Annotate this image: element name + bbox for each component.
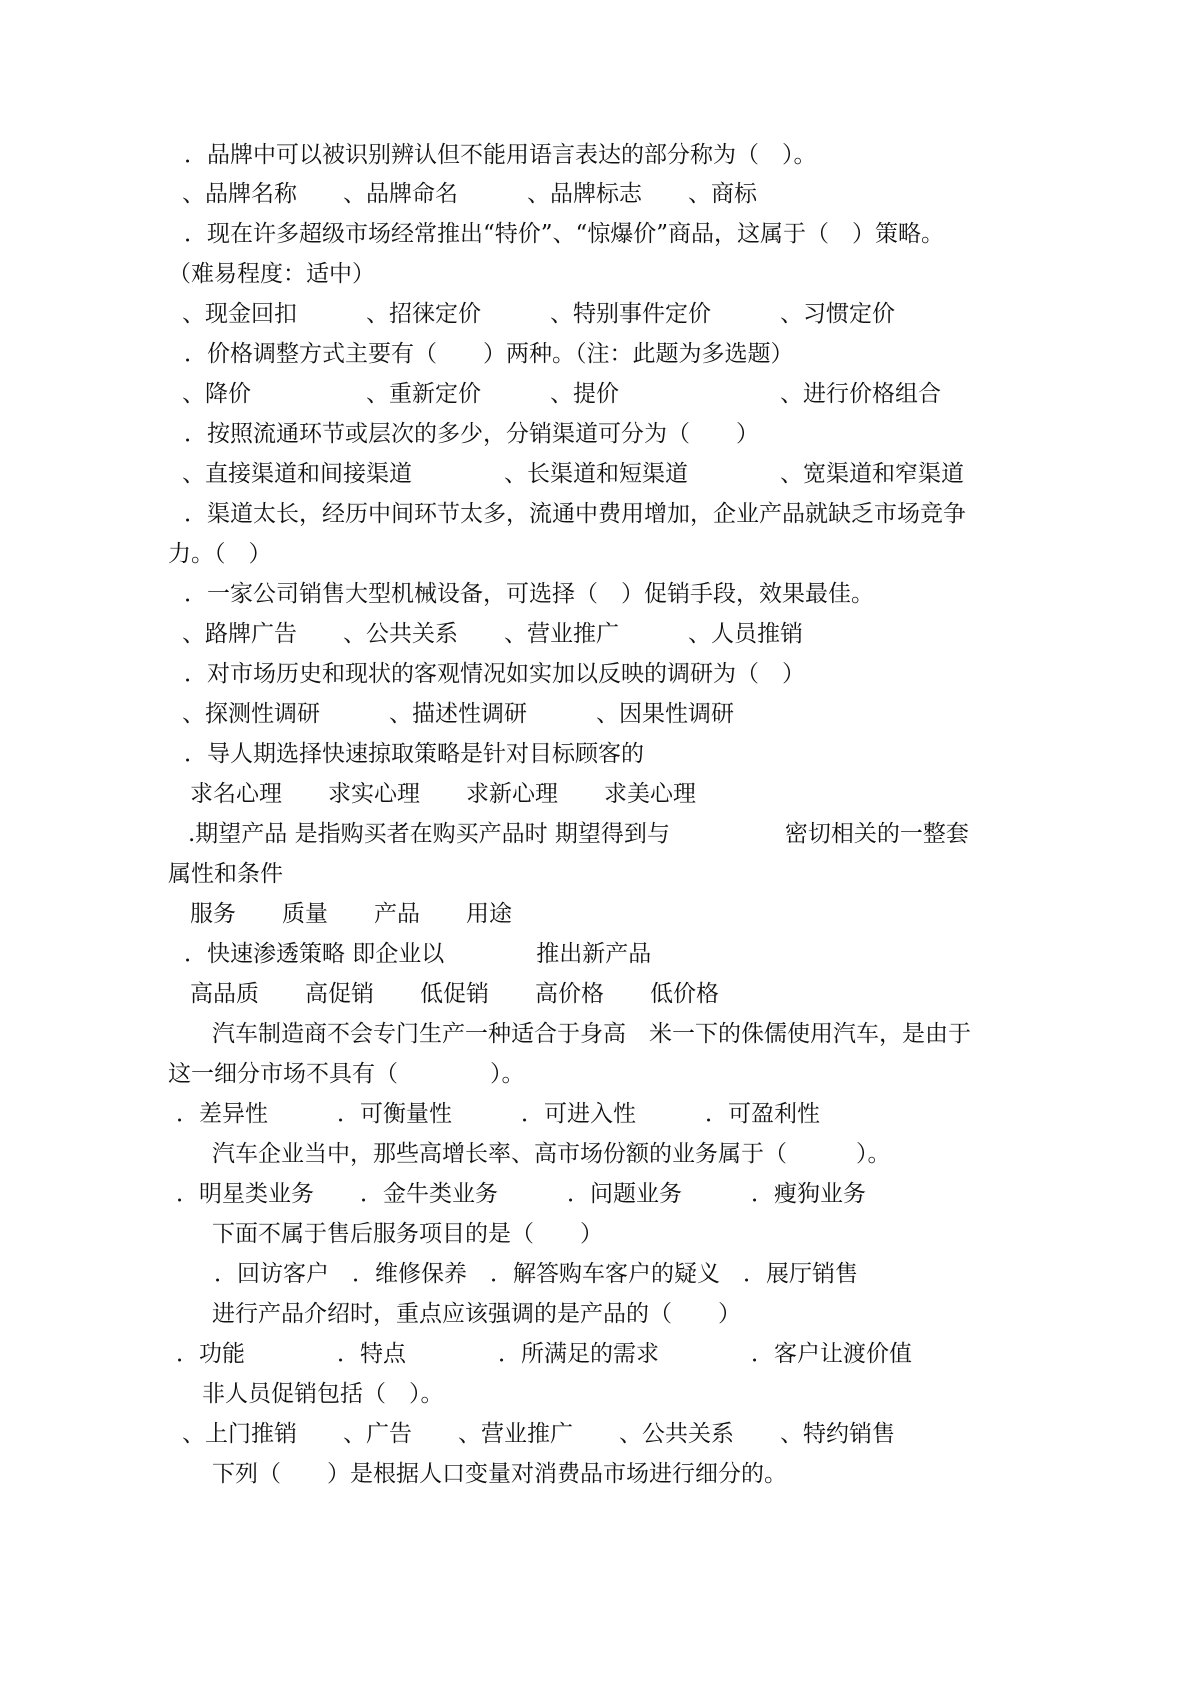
text-line-1: ．品牌中可以被识别辨认但不能用语言表达的部分称为（ ）。	[184, 142, 817, 168]
text-line-3: ．现在许多超级市场经常推出“特价”、“惊爆价”商品，这属于（ ）策略。	[184, 221, 945, 247]
text-line-21: ．快速渗透策略 即企业以 推出新产品	[184, 941, 652, 967]
text-line-9: 、直接渠道和间接渠道 、长渠道和短渠道 、宽渠道和窄渠道	[182, 461, 964, 487]
text-line-27: ．明星类业务 ．金牛类业务 ．问题业务 ．瘦狗业务	[176, 1181, 866, 1207]
text-line-31: ．功能 ．特点 ．所满足的需求 ．客户让渡价值	[176, 1341, 912, 1367]
text-line-22: 高品质 高促销 低促销 高价格 低价格	[190, 981, 719, 1007]
text-line-13: 、路牌广告 、公共关系 、营业推广 、人员推销	[182, 621, 803, 647]
text-line-32: 非人员促销包括（ ）。	[202, 1381, 444, 1407]
text-line-28: 下面不属于售后服务项目的是（ ）	[212, 1221, 603, 1247]
text-line-10: ．渠道太长，经历中间环节太多，流通中费用增加，企业产品就缺乏市场竞争	[184, 501, 966, 527]
text-line-30: 进行产品介绍时，重点应该强调的是产品的（ ）	[212, 1301, 741, 1327]
text-line-4: （难易程度：适中）	[168, 261, 375, 287]
text-line-19: 属性和条件	[168, 861, 283, 887]
text-line-24: 这一细分市场不具有（ ）。	[168, 1061, 525, 1087]
text-line-8: ．按照流通环节或层次的多少，分销渠道可分为（ ）	[184, 421, 759, 447]
text-line-14: ．对市场历史和现状的客观情况如实加以反映的调研为（ ）	[184, 661, 805, 687]
text-line-2: 、品牌名称 、品牌命名 、品牌标志 、商标	[182, 181, 757, 207]
text-line-11: 力。（ ）	[168, 541, 272, 567]
text-line-29: ．回访客户 ．维修保养 ．解答购车客户的疑义 ．展厅销售	[214, 1261, 858, 1287]
text-line-18: .期望产品 是指购买者在购买产品时 期望得到与 密切相关的一整套	[188, 821, 969, 847]
text-line-6: ．价格调整方式主要有（ ）两种。（注：此题为多选题）	[184, 341, 794, 367]
text-line-12: ．一家公司销售大型机械设备，可选择（ ）促销手段，效果最佳。	[184, 581, 874, 607]
text-line-33: 、上门推销 、广告 、营业推广 、公共关系 、特约销售	[182, 1421, 895, 1447]
text-line-16: ．导人期选择快速掠取策略是针对目标顾客的	[184, 741, 644, 767]
text-line-15: 、探测性调研 、描述性调研 、因果性调研	[182, 701, 734, 727]
text-line-20: 服务 质量 产品 用途	[190, 901, 512, 927]
text-line-23: 汽车制造商不会专门生产一种适合于身高 米一下的侏儒使用汽车，是由于	[212, 1021, 971, 1047]
text-line-7: 、降价 、重新定价 、提价 、进行价格组合	[182, 381, 941, 407]
text-line-34: 下列（ ）是根据人口变量对消费品市场进行细分的。	[212, 1461, 787, 1487]
text-line-5: 、现金回扣 、招徕定价 、特别事件定价 、习惯定价	[182, 301, 895, 327]
text-line-17: 求名心理 求实心理 求新心理 求美心理	[190, 781, 696, 807]
text-line-25: ．差异性 ．可衡量性 ．可进入性 ．可盈利性	[176, 1101, 820, 1127]
text-line-26: 汽车企业当中，那些高增长率、高市场份额的业务属于（ ）。	[212, 1141, 891, 1167]
